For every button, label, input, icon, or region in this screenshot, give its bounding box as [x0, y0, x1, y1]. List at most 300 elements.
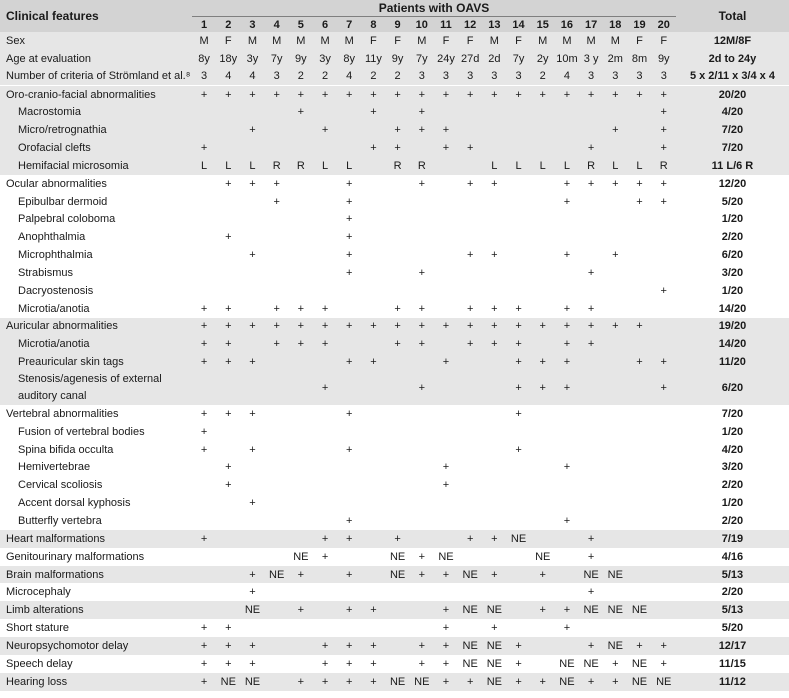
patient-cell: L — [555, 157, 579, 175]
patient-cell — [216, 530, 240, 548]
patient-cell: M — [555, 32, 579, 50]
patient-cell: + — [225, 622, 232, 635]
patient-cell — [652, 228, 676, 246]
patient-cell — [265, 405, 289, 423]
patient-cell: 3 — [482, 68, 506, 86]
patient-cell: 4 — [555, 68, 579, 86]
patient-cell — [482, 476, 506, 494]
patient-cell: 3 y — [579, 50, 603, 68]
patient-cell: F — [627, 32, 651, 50]
patient-cell — [531, 335, 555, 353]
patient-cell: + — [225, 657, 232, 670]
sub-feature-label: Palpebral coloboma — [18, 213, 116, 226]
patient-cell: NE — [579, 601, 603, 619]
patient-cell: NE — [462, 657, 478, 670]
patient-cell — [386, 619, 410, 637]
patient-cell — [361, 459, 385, 477]
patient-cell: M — [337, 32, 361, 50]
patient-cell: + — [313, 121, 337, 139]
patient-cell: + — [458, 673, 482, 691]
patient-number-header: 5 — [289, 17, 313, 33]
patient-cell: + — [313, 318, 337, 336]
patient-cell: + — [410, 371, 434, 405]
patient-cell: 8y — [192, 50, 216, 68]
total-cell: 2/20 — [721, 479, 744, 492]
patient-cell — [506, 121, 530, 139]
sub-feature-label: Dacryostenosis — [18, 284, 94, 297]
patient-cell — [386, 637, 410, 655]
table-row — [0, 673, 789, 691]
patient-cell — [265, 371, 289, 405]
patient-cell — [410, 246, 434, 264]
patient-cell — [482, 103, 506, 121]
patient-cell: NE — [555, 673, 579, 691]
patient-cell — [337, 121, 361, 139]
patient-cell — [216, 512, 240, 530]
patient-cell — [192, 548, 216, 566]
patient-cell — [386, 371, 410, 405]
patient-cell: + — [506, 371, 530, 405]
patient-cell: + — [200, 302, 208, 315]
patient-cell — [555, 103, 579, 121]
feature-label: Limb alterations — [0, 601, 192, 619]
patient-cell — [289, 530, 313, 548]
patient-cell: NE — [627, 673, 651, 691]
patient-cell: + — [289, 335, 313, 353]
patient-cell — [289, 193, 313, 211]
patient-cell — [555, 228, 579, 246]
patient-cell — [265, 601, 289, 619]
patient-cell: 2y — [531, 50, 555, 68]
patient-cell: + — [555, 335, 579, 353]
patient-cell: + — [531, 353, 555, 371]
total-cell: 1/20 — [721, 213, 744, 226]
patient-cell: + — [434, 637, 458, 655]
patient-cell — [313, 441, 337, 459]
patient-cell — [458, 512, 482, 530]
patient-cell: + — [652, 121, 676, 139]
patient-cell: + — [192, 353, 216, 371]
table-row — [0, 619, 789, 637]
patient-cell: + — [491, 249, 498, 262]
patient-cell — [627, 459, 651, 477]
patient-cell: NE — [386, 566, 410, 584]
patient-cell — [652, 619, 676, 637]
feature-label: Microcephaly — [6, 586, 71, 599]
patient-cell: + — [442, 657, 450, 670]
total-cell: 5/13 — [676, 601, 789, 619]
patient-cell — [458, 405, 482, 423]
patient-cell: + — [394, 302, 401, 315]
patient-cell: + — [531, 318, 555, 336]
sub-feature-label: Spina bifida occulta — [18, 443, 114, 456]
patient-cell — [192, 494, 216, 512]
patient-cell — [434, 441, 458, 459]
total-cell: 2/20 — [721, 515, 744, 528]
patient-cell: + — [410, 637, 434, 655]
patient-cell: F — [434, 32, 458, 50]
patient-cell — [386, 353, 410, 371]
patient-cell: + — [386, 318, 410, 336]
patient-cell — [289, 175, 313, 193]
patient-cell — [192, 193, 216, 211]
patient-cell — [216, 566, 240, 584]
patient-cell — [386, 175, 410, 193]
patient-cell — [506, 548, 530, 566]
patient-cell — [531, 583, 555, 601]
patient-cell — [386, 601, 410, 619]
patient-number-header: 13 — [482, 17, 506, 33]
patient-cell: 8m — [627, 50, 651, 68]
table-row — [0, 601, 789, 619]
patient-cell: + — [313, 637, 337, 655]
patient-cell: NE — [389, 550, 406, 563]
patient-cell — [531, 103, 555, 121]
patient-cell — [192, 583, 216, 601]
patient-number-header: 20 — [652, 17, 676, 33]
patient-cell — [265, 637, 289, 655]
patient-cell — [410, 405, 434, 423]
total-cell: 4/16 — [721, 550, 744, 563]
patient-cell: + — [216, 318, 240, 336]
patient-cell: 3 — [627, 68, 651, 86]
patient-cell — [482, 423, 506, 441]
table-row — [0, 441, 789, 459]
patient-cell: + — [313, 86, 337, 104]
patient-cell: 7y — [410, 50, 434, 68]
patient-cell — [458, 619, 482, 637]
patient-cell: + — [579, 637, 603, 655]
patient-cell — [265, 139, 289, 157]
total-cell: 20/20 — [676, 86, 789, 104]
patient-cell — [265, 673, 289, 691]
patient-cell — [627, 583, 651, 601]
patient-cell — [434, 210, 458, 228]
total-cell: 19/20 — [676, 318, 789, 336]
patient-cell: + — [587, 177, 595, 190]
total-cell: 2/20 — [721, 231, 744, 244]
patient-cell: F — [506, 32, 530, 50]
patient-cell — [313, 601, 337, 619]
patient-cell — [603, 139, 627, 157]
patient-cell — [434, 103, 458, 121]
patient-cell — [361, 476, 385, 494]
sub-feature-label: Orofacial clefts — [0, 139, 192, 157]
patient-cell — [531, 423, 555, 441]
patient-cell: + — [240, 86, 264, 104]
patient-number-header: 7 — [337, 17, 361, 33]
total-cell: 7/20 — [676, 121, 789, 139]
table-row — [0, 175, 789, 193]
patient-cell: + — [346, 657, 353, 670]
patient-cell — [337, 423, 361, 441]
patient-cell — [410, 423, 434, 441]
patient-cell — [265, 210, 289, 228]
patient-cell — [216, 494, 240, 512]
patient-cell: + — [555, 318, 579, 336]
patient-cell — [627, 139, 651, 157]
patient-cell: + — [225, 302, 232, 315]
patient-cell — [482, 405, 506, 423]
patient-cell — [265, 264, 289, 282]
patient-cell — [627, 476, 651, 494]
patient-cell: + — [506, 86, 530, 104]
patient-cell: NE — [631, 657, 648, 670]
patient-cell — [555, 139, 579, 157]
patient-cell — [506, 210, 530, 228]
patient-cell: + — [192, 637, 216, 655]
patient-cell — [216, 193, 240, 211]
patient-cell — [289, 282, 313, 300]
patient-cell — [555, 494, 579, 512]
patient-cell — [506, 139, 530, 157]
patient-cell: + — [192, 673, 216, 691]
patient-cell: L — [531, 157, 555, 175]
sub-feature-label: Anophthalmia — [18, 231, 86, 244]
patient-cell — [506, 228, 530, 246]
patient-cell: + — [418, 302, 426, 315]
sub-feature-label: Microtia/anotia — [18, 302, 90, 315]
patient-cell: F — [216, 32, 240, 50]
patient-cell: + — [192, 139, 216, 157]
patient-number-header: 4 — [265, 17, 289, 33]
patient-cell — [265, 655, 289, 673]
patient-cell: 9y — [652, 50, 676, 68]
patient-cell: + — [636, 195, 643, 208]
table-row — [0, 86, 789, 104]
patient-cell — [482, 210, 506, 228]
patient-cell — [289, 441, 313, 459]
patient-cell — [652, 300, 676, 318]
patient-cell — [361, 246, 385, 264]
feature-label: Neuropsychomotor delay — [0, 637, 192, 655]
patient-cell: 3 — [458, 68, 482, 86]
patient-cell: + — [579, 86, 603, 104]
patient-cell — [458, 476, 482, 494]
patient-cell — [627, 300, 651, 318]
patient-cell: + — [410, 566, 434, 584]
table-row — [0, 583, 789, 601]
patient-cell — [313, 405, 337, 423]
patient-cell — [313, 583, 337, 601]
patient-cell: 4 — [216, 68, 240, 86]
patient-cell — [482, 494, 506, 512]
patient-cell — [531, 441, 555, 459]
patient-cell: NE — [627, 601, 651, 619]
patient-cell — [555, 441, 579, 459]
patient-number-header: 1 — [192, 17, 216, 33]
patient-cell — [240, 228, 264, 246]
total-cell: 12/20 — [718, 177, 747, 190]
patient-cell: + — [289, 673, 313, 691]
patient-cell: + — [418, 177, 426, 190]
patient-cell — [337, 459, 361, 477]
patient-cell: + — [240, 318, 264, 336]
patient-cell — [531, 121, 555, 139]
patient-cell — [603, 353, 627, 371]
patient-cell: + — [313, 335, 337, 353]
patient-cell — [386, 494, 410, 512]
patient-number-header: 6 — [313, 17, 337, 33]
patient-cell — [506, 494, 530, 512]
patient-cell — [361, 423, 385, 441]
patient-cell: NE — [579, 566, 603, 584]
patient-cell — [216, 583, 240, 601]
patient-cell — [337, 300, 361, 318]
patient-cell: + — [289, 318, 313, 336]
patient-cell — [265, 121, 289, 139]
patient-cell: + — [458, 318, 482, 336]
patient-cell: + — [660, 195, 667, 208]
patient-cell — [458, 210, 482, 228]
patient-cell: NE — [603, 566, 627, 584]
table-row — [0, 566, 789, 584]
patient-cell: + — [337, 353, 361, 371]
patient-cell — [361, 282, 385, 300]
patient-cell: + — [482, 318, 506, 336]
patient-cell — [313, 619, 337, 637]
patient-cell — [361, 157, 385, 175]
patient-cell — [192, 566, 216, 584]
patient-cell — [579, 103, 603, 121]
patient-cell: + — [346, 249, 353, 262]
patient-cell — [482, 282, 506, 300]
patient-cell — [192, 512, 216, 530]
patient-cell — [216, 121, 240, 139]
patient-cell — [361, 530, 385, 548]
patient-cell — [603, 494, 627, 512]
label-column-header: Clinical features — [0, 0, 192, 32]
patient-cell: + — [273, 302, 280, 315]
patient-cell: NE — [293, 550, 309, 563]
patient-number-header: 16 — [555, 17, 579, 33]
patient-cell — [240, 210, 264, 228]
patient-cell — [579, 353, 603, 371]
table-row — [0, 282, 789, 300]
patient-cell — [458, 583, 482, 601]
patient-cell: + — [555, 371, 579, 405]
patient-cell: + — [200, 407, 208, 420]
patient-cell: + — [386, 139, 410, 157]
patient-cell: + — [313, 371, 337, 405]
patient-cell — [313, 282, 337, 300]
patient-cell: + — [337, 637, 361, 655]
patient-cell — [216, 139, 240, 157]
patient-cell — [386, 210, 410, 228]
patient-cell: + — [458, 530, 482, 548]
patient-number-header: 2 — [216, 17, 240, 33]
patient-cell — [627, 423, 651, 441]
feature-label: Hearing loss — [0, 673, 192, 691]
patient-cell: NE — [458, 601, 482, 619]
patient-cell — [434, 512, 458, 530]
feature-label: Auricular abnormalities — [0, 318, 192, 336]
patient-cell — [458, 228, 482, 246]
patient-cell: L — [603, 157, 627, 175]
patient-cell: + — [466, 177, 474, 190]
patient-cell: + — [337, 673, 361, 691]
patient-cell — [265, 459, 289, 477]
total-cell: 14/20 — [718, 302, 747, 315]
patient-cell — [482, 353, 506, 371]
patient-cell: + — [361, 139, 385, 157]
patient-cell: + — [652, 371, 676, 405]
patient-cell: + — [563, 249, 571, 262]
patient-cell — [555, 423, 579, 441]
patient-cell: + — [418, 657, 426, 670]
patient-cell — [265, 494, 289, 512]
patient-cell — [289, 228, 313, 246]
patient-cell — [386, 193, 410, 211]
patient-cell: M — [192, 32, 216, 50]
patient-cell — [603, 210, 627, 228]
patient-cell: NE — [240, 673, 264, 691]
patient-cell: + — [337, 86, 361, 104]
table-row — [0, 655, 789, 673]
patient-cell: + — [386, 86, 410, 104]
patient-cell — [482, 228, 506, 246]
patient-cell: R — [652, 157, 676, 175]
patient-cell — [313, 228, 337, 246]
patient-cell — [506, 476, 530, 494]
sub-feature-label: Epibulbar dermoid — [18, 195, 108, 208]
patient-cell: + — [361, 673, 385, 691]
patient-cell — [410, 494, 434, 512]
patient-cell — [627, 548, 651, 566]
table-row — [0, 353, 789, 371]
table-body — [0, 32, 789, 691]
patient-cell: + — [361, 86, 385, 104]
patient-cell — [652, 459, 676, 477]
patient-cell: 3 — [265, 68, 289, 86]
patient-cell: 18y — [216, 50, 240, 68]
patient-cell — [531, 175, 555, 193]
patient-cell: L — [192, 157, 216, 175]
patient-cell — [458, 157, 482, 175]
sub-feature-label: Preauricular skin tags — [0, 353, 192, 371]
total-cell: 1/20 — [721, 497, 744, 510]
patient-cell: + — [434, 139, 458, 157]
patient-cell — [555, 264, 579, 282]
patient-cell — [386, 282, 410, 300]
patient-cell — [603, 228, 627, 246]
patient-cell — [410, 459, 434, 477]
patient-cell — [265, 512, 289, 530]
feature-label: Short stature — [6, 622, 69, 635]
patient-cell — [410, 512, 434, 530]
patient-cell: + — [587, 266, 595, 279]
patient-cell — [240, 530, 264, 548]
patient-cell — [434, 157, 458, 175]
table-row — [0, 318, 789, 336]
patient-cell — [265, 619, 289, 637]
patient-cell — [361, 335, 385, 353]
patient-cell: + — [482, 335, 506, 353]
patient-cell: 3 — [579, 68, 603, 86]
patient-number-header: 11 — [434, 17, 458, 33]
patient-cell — [361, 441, 385, 459]
patient-cell: + — [466, 302, 474, 315]
patient-cell — [458, 121, 482, 139]
feature-label: Vertebral abnormalities — [6, 407, 119, 420]
total-cell: 6/20 — [676, 371, 789, 405]
patient-cell: L — [216, 157, 240, 175]
patient-cell — [289, 353, 313, 371]
sub-feature-label: Microphthalmia — [18, 249, 93, 262]
patient-cell — [603, 405, 627, 423]
patient-cell: + — [273, 195, 280, 208]
patient-cell — [531, 637, 555, 655]
